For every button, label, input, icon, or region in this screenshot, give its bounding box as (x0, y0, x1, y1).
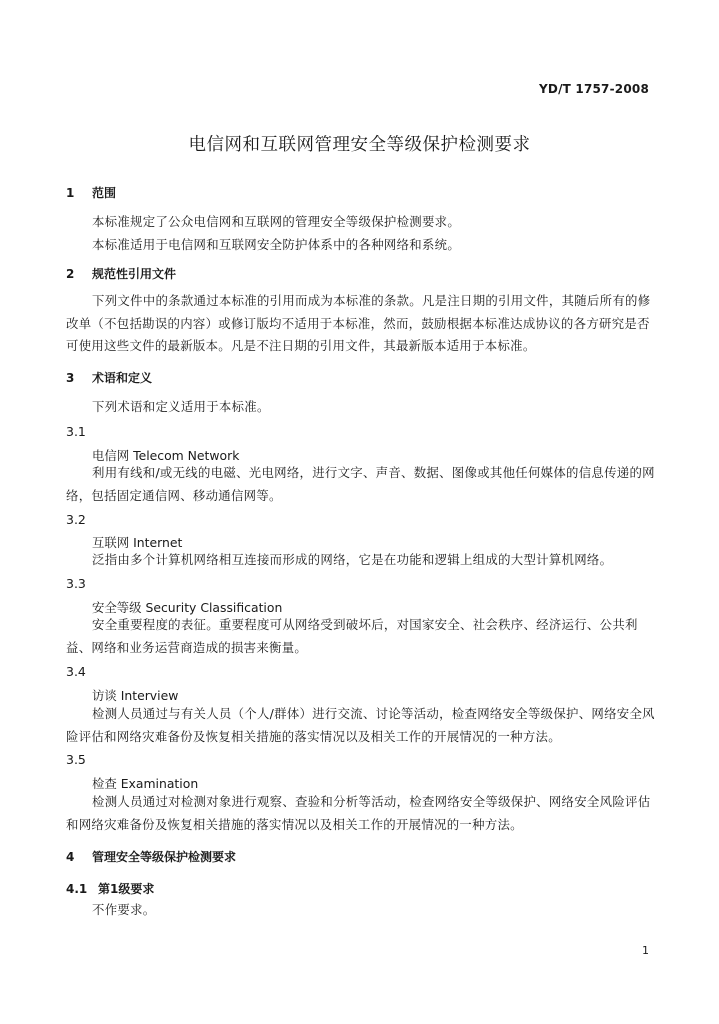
section-number: 4 (66, 850, 75, 864)
section-4-heading (66, 848, 236, 865)
section-title: 术语和定义 (92, 371, 153, 385)
section-title: 规范性引用文件 (92, 267, 177, 281)
term-name: 访谈 Interview (92, 688, 179, 703)
page-number: 1 (642, 944, 649, 957)
subsection-4-1-text: 不作要求。 (92, 902, 156, 917)
section-title: 范围 (92, 186, 117, 200)
term-number: 3.5 (66, 752, 86, 767)
section-title: 管理安全等级保护检测要求 (92, 850, 237, 864)
subsection-title: 第1级要求 (98, 882, 155, 896)
term-number: 3.4 (66, 664, 86, 679)
document-title: 电信网和互联网管理安全等级保护检测要求 (188, 135, 531, 155)
term-definition: 安全重要程度的表征。重要程度可从网络受到破坏后，对国家安全、社会秩序、经济运行、公共利益、网络和业务运营商造成的损害来衡量。 (66, 617, 638, 655)
term-definition: 利用有线和/或无线的电磁、光电网络，进行文字、声音、数据、图像或其他任何媒体的信息传递的网络，包括固定通信网、移动通信网等。 (66, 465, 655, 503)
term-definition: 检测人员通过对检测对象进行观察、查验和分析等活动，检查网络安全等级保护、网络安全风险评估和网络灾难备份及恢复相关措施的落实情况以及相关工作的开展情况的一种方法。 (66, 794, 651, 832)
standard-number: YD/T 1757-2008 (539, 82, 649, 96)
term-definition: 检测人员通过与有关人员（个人/群体）进行交流、讨论等活动，检查网络安全等级保护、网络安全风险评估和网络灾难备份及恢复相关措施的落实情况以及相关工作的开展情况的一种方法。 (66, 706, 655, 744)
subsection-number: 4.1 (66, 882, 88, 896)
section-3-intro: 下列术语和定义适用于本标准。 (92, 399, 270, 414)
section-number: 2 (66, 267, 75, 281)
term-name: 检查 Examination (92, 776, 199, 791)
section-1-line: 本标准规定了公众电信网和互联网的管理安全等级保护检测要求。 (92, 214, 461, 229)
section-number: 1 (66, 186, 75, 200)
section-2-paragraph: 下列文件中的条款通过本标准的引用而成为本标准的条款。凡是注日期的引用文件，其随后所有的修改单（不包括勘误的内容）或修订版均不适用于本标准，然而，鼓励根据本标准达成协议的各方研究是否可使用这些文件的最新版本。凡是不注日期的引用文件，其最新版本适用于本标准。 (66, 293, 651, 353)
section-1-line: 本标准适用于电信网和互联网安全防护体系中的各种网络和系统。 (92, 237, 461, 252)
term-name: 安全等级 Security Classification (92, 600, 283, 615)
term-number: 3.1 (66, 424, 86, 439)
term-name: 互联网 Internet (92, 535, 183, 550)
section-1-heading (66, 184, 116, 201)
term-number: 3.2 (66, 512, 86, 527)
section-number: 3 (66, 371, 75, 385)
section-2-heading (66, 265, 176, 282)
term-number: 3.3 (66, 576, 86, 591)
term-name: 电信网 Telecom Network (92, 448, 240, 463)
term-definition: 泛指由多个计算机网络相互连接而形成的网络，它是在功能和逻辑上组成的大型计算机网络。 (92, 552, 613, 567)
subsection-4-1-heading (66, 880, 154, 897)
section-3-heading (66, 369, 152, 386)
